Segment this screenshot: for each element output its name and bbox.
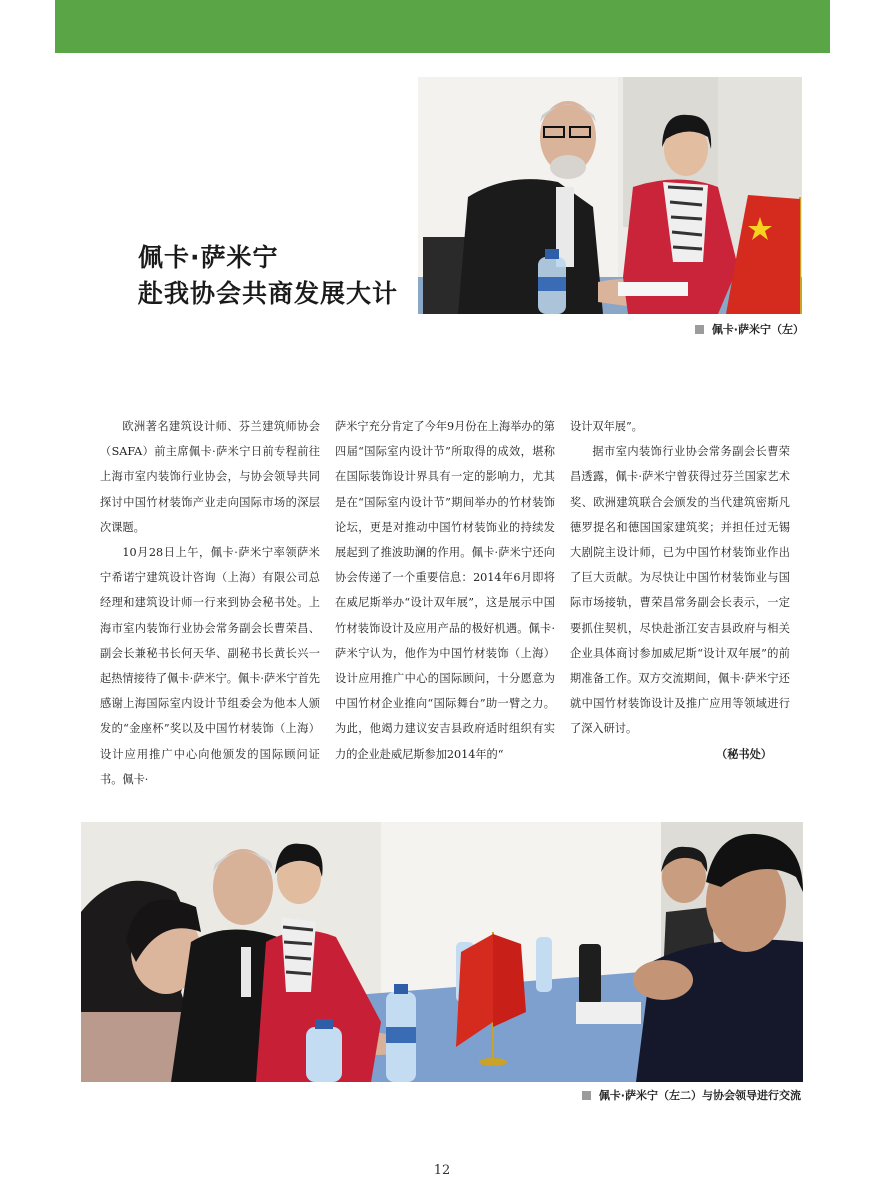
article-column-1 <box>100 414 320 792</box>
paragraph-1: 欧洲著名建筑设计师、芬兰建筑师协会（SAFA）前主席佩卡·萨米宁日前专程前往上海市室内装饰行业协会，与协会领导共同探讨中国竹材装饰产业走向国际市场的深层次课题。 <box>100 420 320 534</box>
caption-square-marker-icon <box>582 1091 591 1100</box>
paragraph-2-end: 设计双年展”。 <box>570 420 643 433</box>
caption-square-marker-icon <box>695 325 704 334</box>
photo-meeting-top-illustration <box>418 77 802 314</box>
photo-meeting-table <box>81 822 803 1082</box>
photo-meeting-top <box>418 77 802 314</box>
article-headline <box>138 240 413 312</box>
caption-bottom-text: 佩卡·萨米宁（左二）与协会领导进行交流 <box>598 1089 801 1102</box>
author-signature: （秘书处） <box>716 747 772 761</box>
photo-meeting-table-illustration <box>81 822 803 1082</box>
paragraph-2-continued: 萨米宁充分肯定了今年9月份在上海举办的第四届“国际室内设计节”所取得的成效，堪称在国际装饰设计界具有一定的影响力，尤其是在“国际室内设计节”期间举办的竹材装饰论坛，更是对推动中国竹材装饰业的持续发展起到了推波助澜的作用。佩卡·萨米宁还向协会传递了一个重要信息：2014年6月即将在威尼斯举办“设计双年展”，这是展示中国竹材装饰设计及应用产品的极好机遇。佩卡·萨米宁认为，他作为中国竹材装饰（上海）设计应用推广中心的国际顾问，十分愿意为中国竹材企业推向“国际舞台”助一臂之力。为此，他竭力建议安吉县政府适时组织有实力的企业赴威尼斯参加2014年的“ <box>335 420 555 761</box>
page-number: 12 <box>433 1163 451 1178</box>
article-column-2 <box>335 414 555 767</box>
caption-bottom-photo <box>582 1087 801 1103</box>
headline-line-2: 赴我协会共商发展大计 <box>138 279 399 308</box>
caption-top-photo <box>695 321 804 337</box>
paragraph-2: 10月28日上午，佩卡·萨米宁率领萨米宁希诺宁建筑设计咨询（上海）有限公司总经理和建筑设计师一行来到协会秘书处。上海市室内装饰行业协会常务副会长曹荣昌、副会长兼秘书长何天华、副秘书长黄长兴一起热情接待了佩卡·萨米宁。佩卡·萨米宁首先感谢上海国际室内设计节组委会为他本人颁发的“金座杯”奖以及中国竹材装饰（上海）设计应用推广中心向他颁发的国际顾问证书。佩卡· <box>100 546 320 786</box>
article-column-3 <box>570 414 790 767</box>
headline-line-1: 佩卡·萨米宁 <box>138 243 279 272</box>
top-color-bar <box>55 0 830 53</box>
paragraph-3: 据市室内装饰行业协会常务副会长曹荣昌透露，佩卡·萨米宁曾获得过芬兰国家艺术奖、欧洲建筑联合会颁发的当代建筑密斯凡德罗提名和德国国家建筑奖；并担任过无锡大剧院主设计师，已为中国竹材装饰业作出了巨大贡献。为尽快让中国竹材装饰业与国际市场接轨，曹荣昌常务副会长表示，一定要抓住契机，尽快赴浙江安吉县政府与相关企业具体商讨参加威尼斯“设计双年展”的前期准备工作。双方交流期间，佩卡·萨米宁还就中国竹材装饰设计及推广应用等领域进行了深入研讨。 <box>570 445 790 736</box>
caption-top-text: 佩卡·萨米宁（左） <box>711 323 804 336</box>
